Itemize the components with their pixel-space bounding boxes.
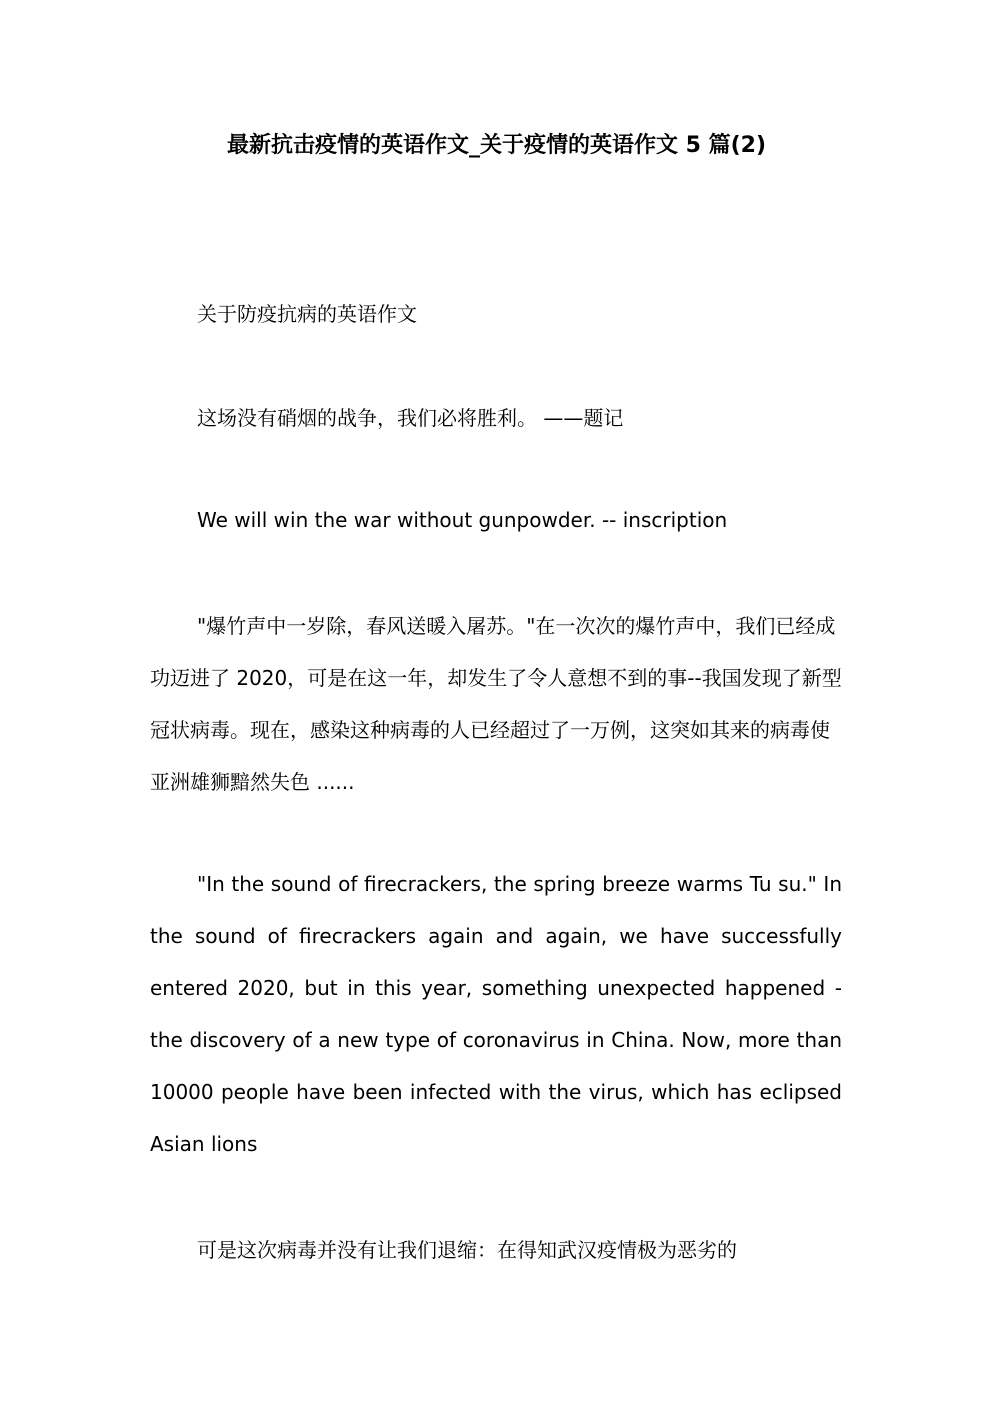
paragraph-chinese-1: "爆竹声中一岁除，春风送暖入屠苏。"在一次次的爆竹声中，我们已经成功迈进了 2020，可是在这一年，却发生了令人意想不到的事--我国发现了新型冠状病毒。现在，感染这种病毒的人已经超过了一万例，这突如其来的病毒使亚洲雄狮黯然失色 ...... bbox=[150, 614, 842, 794]
document-title: 最新抗击疫情的英语作文_关于疫情的英语作文 5 篇(2) bbox=[226, 133, 767, 158]
paragraph-chinese-2: 可是这次病毒并没有让我们退缩：在得知武汉疫情极为恶劣的 bbox=[197, 1238, 737, 1262]
essay-heading: 关于防疫抗病的英语作文 bbox=[197, 302, 417, 326]
inscription-chinese: 这场没有硝烟的战争，我们必将胜利。 ——题记 bbox=[197, 406, 624, 430]
paragraph-english-1: "In the sound of firecrackers, the spring breeze warms Tu su." In the sound of firecrackers again and again, we have successfully entered 2020, but in this year, something unexpected happened - the discovery of a new type of coronavirus in China. Now, more than 10000 people have been infected with the virus, which has eclipsed Asian lions bbox=[150, 872, 842, 1156]
inscription-english: We will win the war without gunpowder. -- inscription bbox=[197, 508, 728, 532]
